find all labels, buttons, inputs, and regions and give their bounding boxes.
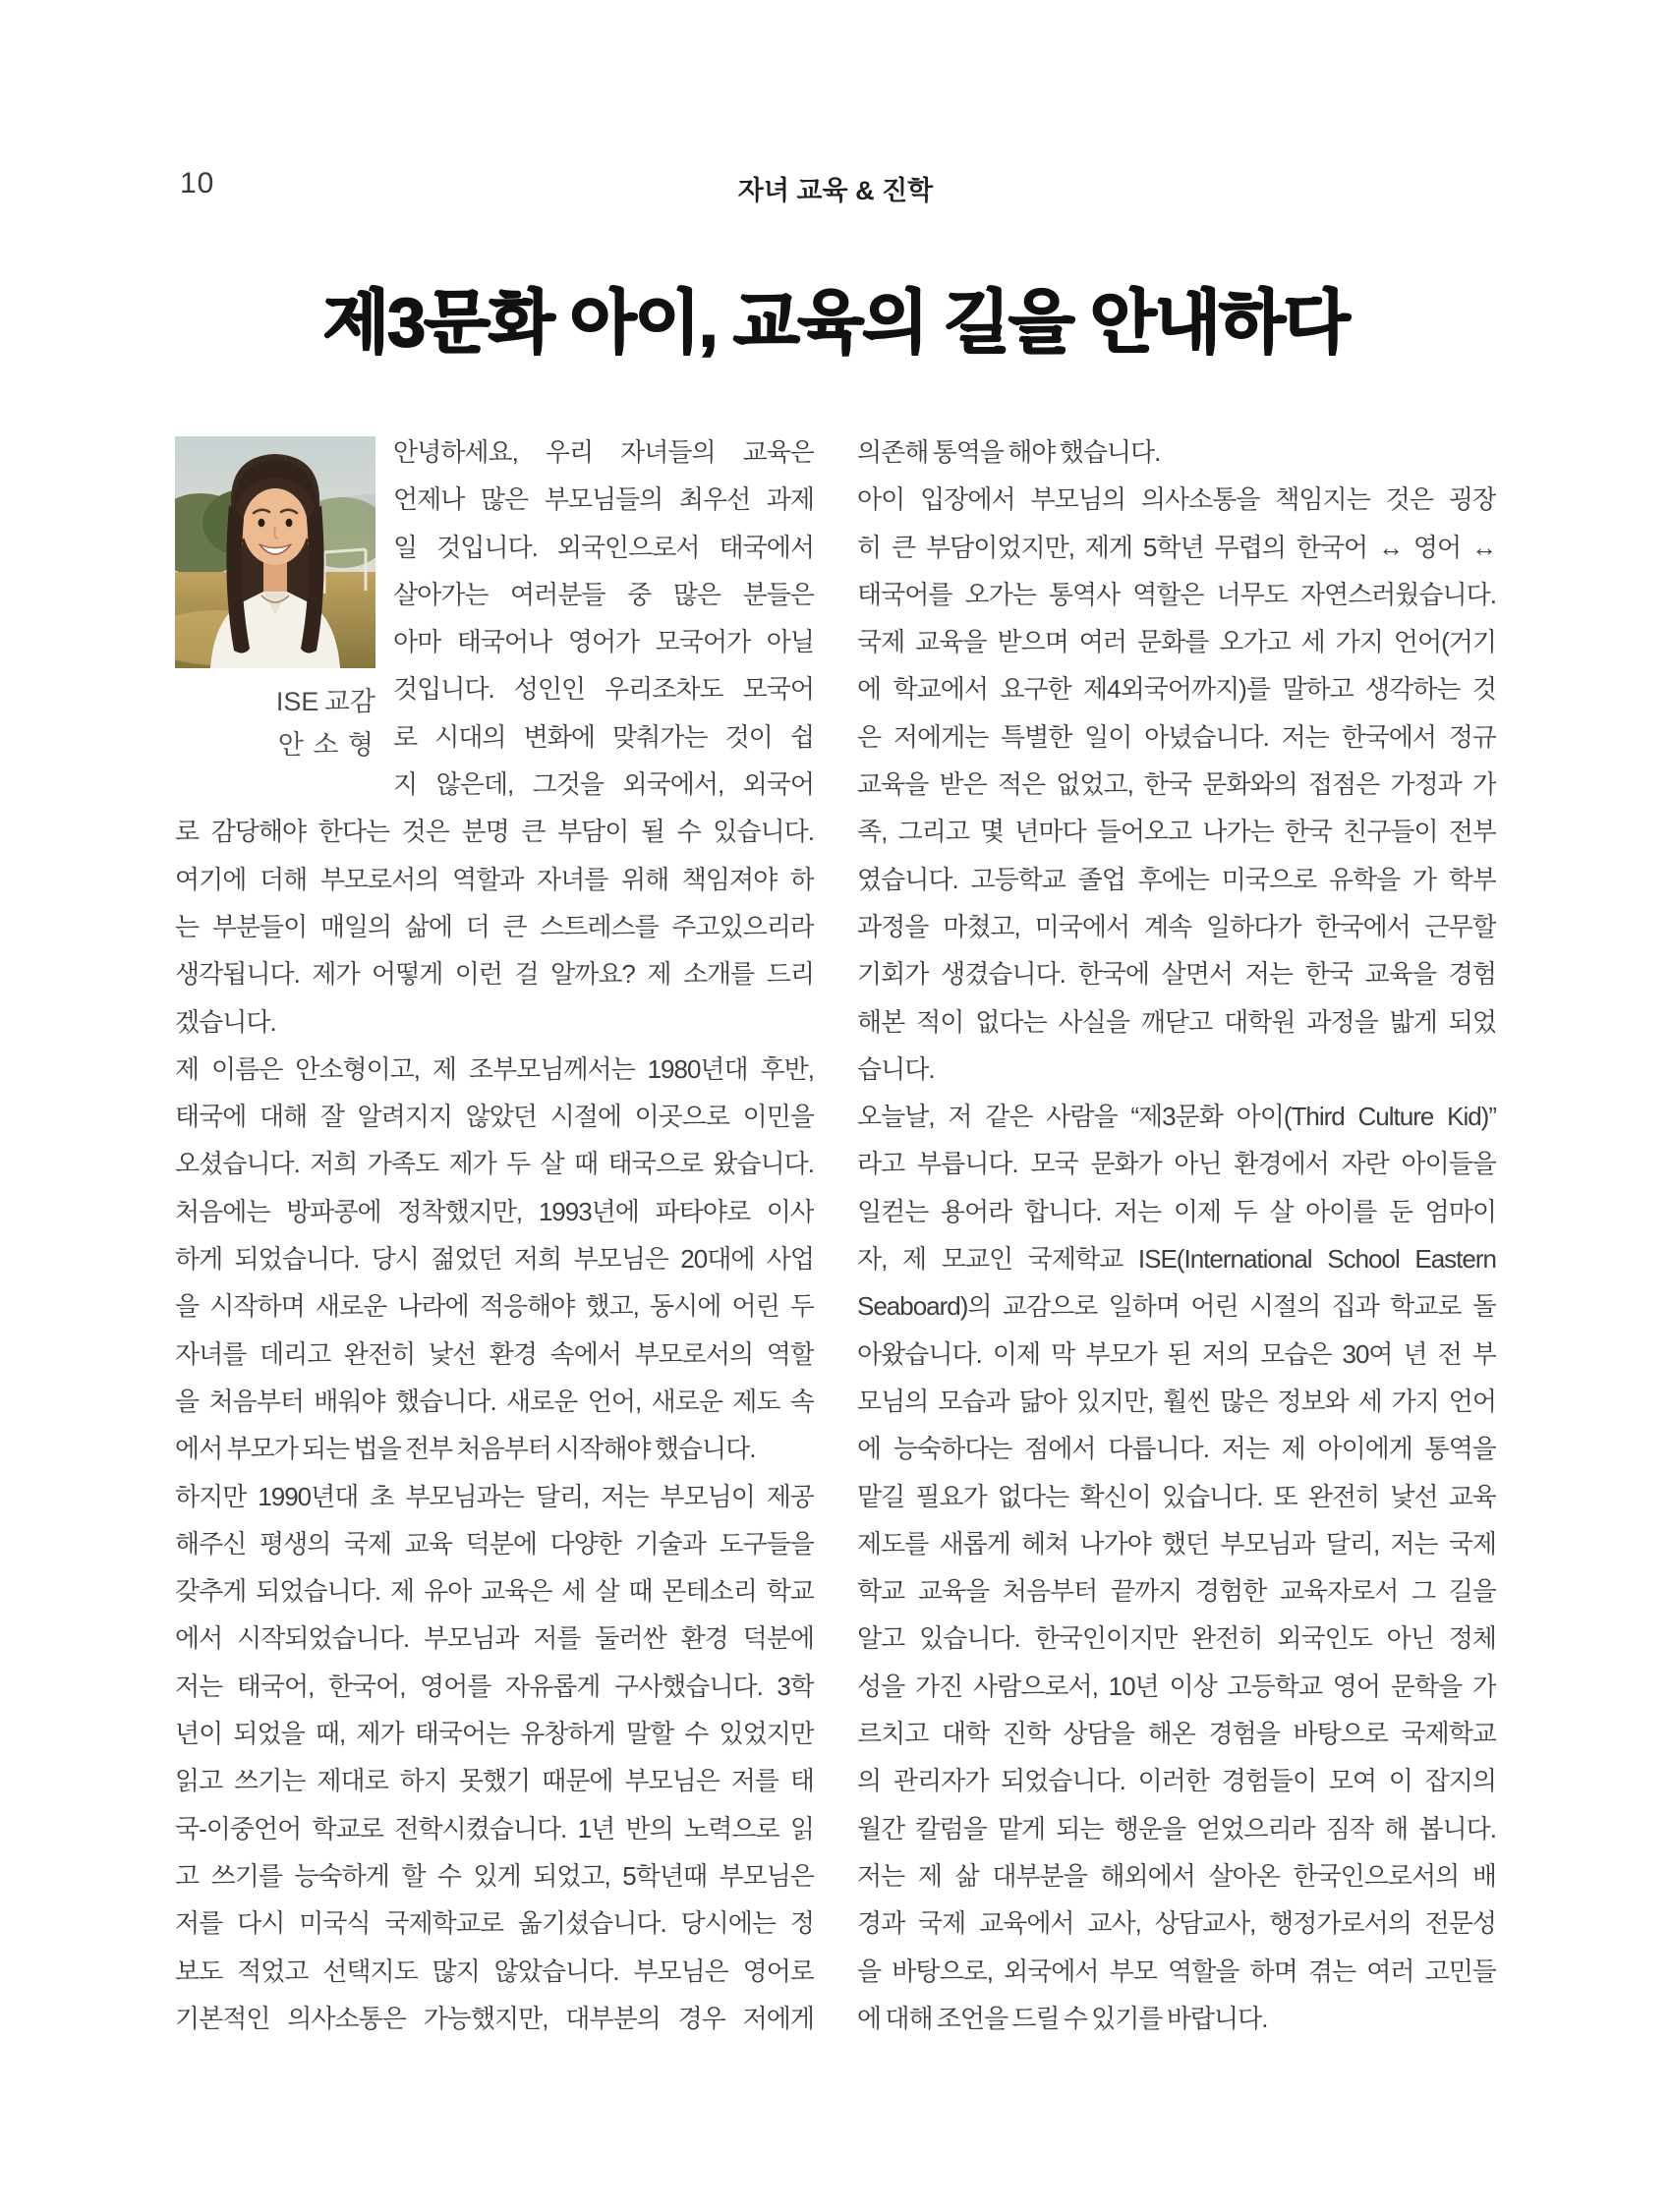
text-line: 저는 제 삶 대부분을 해외에서 살아온 한국인으로서의 배 <box>857 1860 1496 1891</box>
text-line: Seaboard)의 교감으로 일하며 어린 시절의 집과 학교로 돌 <box>857 1291 1496 1322</box>
text-line: 에서 시작되었습니다. 부모님과 저를 둘러싼 환경 덕분에 <box>175 1623 814 1654</box>
text-line: 처음에는 방파콩에 정착했지만, 1993년에 파타야로 이사 <box>175 1196 814 1226</box>
author-photo <box>175 436 375 668</box>
text-line: 해본 적이 없다는 사실을 깨닫고 대학원 과정을 밟게 되었 <box>857 1006 1496 1037</box>
text-line: 히 큰 부담이었지만, 제게 5학년 무렵의 한국어 ↔ 영어 ↔ <box>857 532 1496 562</box>
text-line: 생각됩니다. 제가 어떻게 이런 걸 알까요? 제 소개를 드리 <box>175 959 814 990</box>
text-line: 습니다. <box>857 1053 935 1084</box>
author-name: 안 소 형 <box>277 730 375 760</box>
text-line: 로 감당해야 한다는 것은 분명 큰 부담이 될 수 있습니다. <box>175 817 814 847</box>
text-line: 제 이름은 안소형이고, 제 조부모님께서는 1980년대 후반, <box>175 1053 814 1084</box>
text-line: 보도 적었고 선택지도 많지 않았습니다. 부모님은 영어로 <box>175 1956 814 1986</box>
text-line: 에 학교에서 요구한 제4외국어까지)를 말하고 생각하는 것 <box>857 674 1496 705</box>
text-line: 교육을 받은 적은 없었고, 한국 문화와의 접점은 가정과 가 <box>857 769 1496 800</box>
photo-caption <box>175 680 375 766</box>
left-column-text <box>175 808 814 2042</box>
text-line: 과정을 마쳤고, 미국에서 계속 일하다가 한국에서 근무할 <box>857 911 1496 941</box>
text-line: 을 시작하며 새로운 나라에 적응해야 했고, 동시에 어린 두 <box>175 1291 814 1322</box>
text-line: 읽고 쓰기는 제대로 하지 못했기 때문에 부모님은 저를 태 <box>175 1766 814 1796</box>
text-line: 년이 되었을 때, 제가 태국어는 유창하게 말할 수 있었지만 <box>175 1719 814 1749</box>
text-line: 일컫는 용어라 합니다. 저는 이제 두 살 아이를 둔 엄마이 <box>857 1196 1496 1226</box>
text-line: 은 저에게는 특별한 일이 아녔습니다. 저는 한국에서 정규 <box>857 721 1496 752</box>
text-line: 에서 부모가 되는 법을 전부 처음부터 시작해야 했습니다. <box>175 1434 756 1464</box>
text-line: 성을 가진 사람으로서, 10년 이상 고등학교 영어 문학을 가 <box>857 1671 1496 1701</box>
text-line: 저는 태국어, 한국어, 영어를 자유롭게 구사했습니다. 3학 <box>175 1671 814 1701</box>
article-title: 제3문화 아이, 교육의 길을 안내하다 <box>322 284 1349 361</box>
text-line: 제도를 새롭게 헤쳐 나가야 했던 부모님과 달리, 저는 국제 <box>857 1528 1496 1559</box>
text-line: 의 관리자가 되었습니다. 이러한 경험들이 모여 이 잡지의 <box>857 1766 1496 1796</box>
text-line: 고 쓰기를 능숙하게 할 수 있게 되었고, 5학년때 부모님은 <box>175 1860 814 1891</box>
text-line: 족, 그리고 몇 년마다 들어오고 나가는 한국 친구들이 전부 <box>857 817 1496 847</box>
text-line: 지 않은데, 그것을 외국에서, 외국어 <box>393 769 814 800</box>
text-line: 에 대해 조언을 드릴 수 있기를 바랍니다. <box>857 2003 1268 2033</box>
text-line: 태국에 대해 잘 알려지지 않았던 시절에 이곳으로 이민을 <box>175 1102 814 1132</box>
text-line: 을 처음부터 배워야 했습니다. 새로운 언어, 새로운 제도 속 <box>175 1386 814 1416</box>
text-line: 월간 칼럼을 맡게 되는 행운을 얻었으리라 짐작 해 봅니다. <box>857 1813 1496 1843</box>
text-line: 아이 입장에서 부모님의 의사소통을 책임지는 것은 굉장 <box>857 484 1496 515</box>
text-line: 오셨습니다. 저희 가족도 제가 두 살 때 태국으로 왔습니다. <box>175 1149 814 1179</box>
author-photo-block <box>175 436 375 766</box>
text-line: 하지만 1990년대 초 부모님과는 달리, 저는 부모님이 제공 <box>175 1481 814 1511</box>
text-line: 로 시대의 변화에 맞춰가는 것이 쉽 <box>393 721 814 752</box>
right-column <box>857 428 1496 2042</box>
text-line: 국-이중언어 학교로 전학시켰습니다. 1년 반의 노력으로 읽 <box>175 1813 814 1843</box>
text-line: 언제나 많은 부모님들의 최우선 과제 <box>393 484 814 515</box>
text-line: 살아가는 여러분들 중 많은 분들은 <box>393 579 814 609</box>
text-line: 오늘날, 저 같은 사람을 “제3문화 아이(Third Culture Kid)” <box>857 1102 1496 1132</box>
left-column <box>175 428 814 2042</box>
text-line: 모님의 모습과 닮아 있지만, 훨씬 많은 정보와 세 가지 언어 <box>857 1386 1496 1416</box>
text-line: 자녀를 데리고 완전히 낯선 환경 속에서 부모로서의 역할 <box>175 1338 814 1369</box>
text-line: 알고 있습니다. 한국인이지만 완전히 외국인도 아닌 정체 <box>857 1623 1496 1654</box>
text-line: 하게 되었습니다. 당시 젊었던 저희 부모님은 20대에 사업 <box>175 1244 814 1275</box>
text-line: 라고 부릅니다. 모국 문화가 아닌 환경에서 자란 아이들을 <box>857 1149 1496 1179</box>
page-number: 10 <box>180 167 215 199</box>
text-line: 것입니다. 성인인 우리조차도 모국어 <box>393 674 814 705</box>
text-line: 르치고 대학 진학 상담을 해온 경험을 바탕으로 국제학교 <box>857 1719 1496 1749</box>
text-line: 겠습니다. <box>175 1006 276 1037</box>
text-line: 학교 교육을 처음부터 끝까지 경험한 교육자로서 그 길을 <box>857 1576 1496 1607</box>
text-line: 해주신 평생의 국제 교육 덕분에 다양한 기술과 도구들을 <box>175 1528 814 1559</box>
text-line: 기본적인 의사소통은 가능했지만, 대부분의 경우 저에게 <box>175 2003 814 2033</box>
text-line: 여기에 더해 부모로서의 역할과 자녀를 위해 책임져야 하 <box>175 864 814 894</box>
text-line: 갖추게 되었습니다. 제 유아 교육은 세 살 때 몬테소리 학교 <box>175 1576 814 1607</box>
text-line: 맡길 필요가 없다는 확신이 있습니다. 또 완전히 낯선 교육 <box>857 1481 1496 1511</box>
text-line: 에 능숙하다는 점에서 다릅니다. 저는 제 아이에게 통역을 <box>857 1434 1496 1464</box>
text-line: 아왔습니다. 이제 막 부모가 된 저의 모습은 30여 년 전 부 <box>857 1338 1496 1369</box>
author-role: ISE 교감 <box>275 687 375 716</box>
section-header: 자녀 교육 & 진학 <box>737 176 934 205</box>
text-line: 기회가 생겼습니다. 한국에 살면서 저는 한국 교육을 경험 <box>857 959 1496 990</box>
text-line: 는 부분들이 매일의 삶에 더 큰 스트레스를 주고있으리라 <box>175 911 814 941</box>
text-line: 저를 다시 미국식 국제학교로 옮기셨습니다. 당시에는 정 <box>175 1908 814 1939</box>
text-line: 을 바탕으로, 외국에서 부모 역할을 하며 겪는 여러 고민들 <box>857 1956 1496 1986</box>
text-line: 아마 태국어나 영어가 모국어가 아닐 <box>393 627 814 657</box>
text-line: 안녕하세요, 우리 자녀들의 교육은 <box>393 437 814 467</box>
text-line: 경과 국제 교육에서 교사, 상담교사, 행정가로서의 전문성 <box>857 1908 1496 1939</box>
text-line: 국제 교육을 받으며 여러 문화를 오가고 세 가지 언어(거기 <box>857 627 1496 657</box>
text-line: 자, 제 모교인 국제학교 ISE(International School Eastern <box>857 1244 1496 1275</box>
text-line: 였습니다. 고등학교 졸업 후에는 미국으로 유학을 가 학부 <box>857 864 1496 894</box>
text-line: 태국어를 오가는 통역사 역할은 너무도 자연스러웠습니다. <box>857 579 1496 609</box>
text-line: 의존해 통역을 해야 했습니다. <box>857 437 1161 467</box>
text-line: 일 것입니다. 외국인으로서 태국에서 <box>393 532 814 562</box>
